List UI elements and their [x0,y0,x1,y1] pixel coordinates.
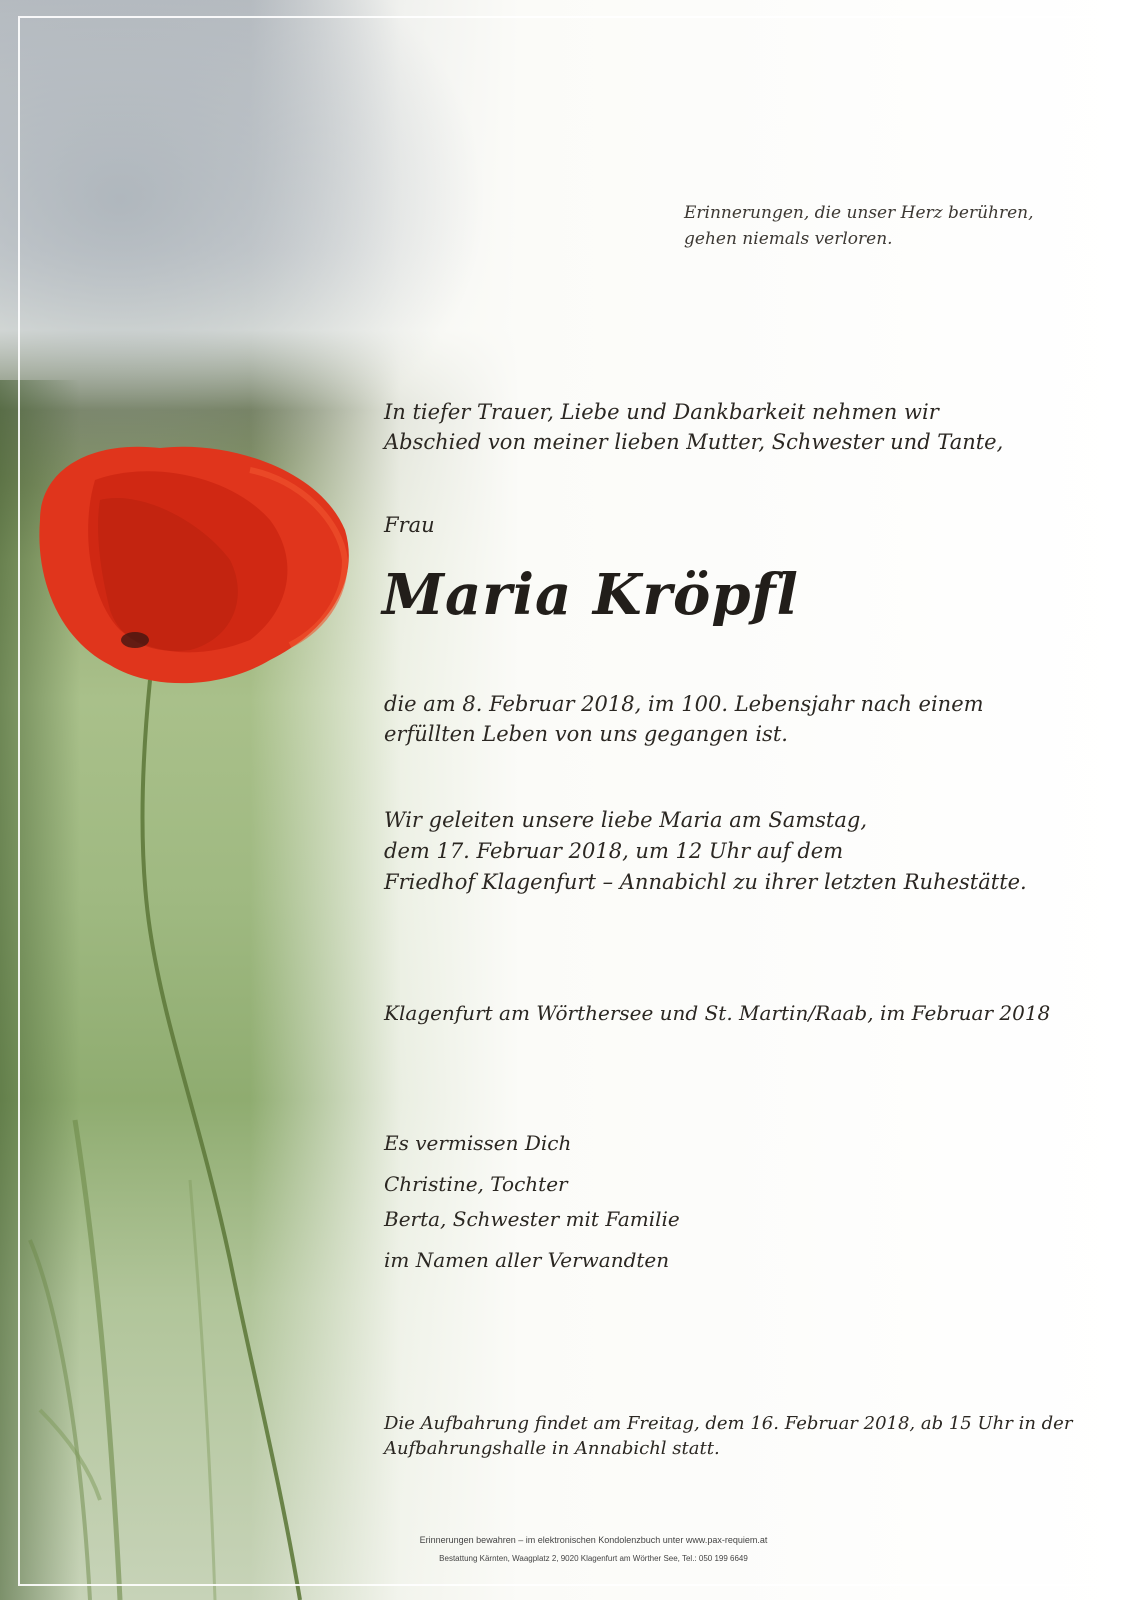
intro-line-2: Abschied von meiner lieben Mutter, Schwester und Tante, [384,430,1004,454]
footer-contact: Bestattung Kärnten, Waagplatz 2, 9020 Klagenfurt am Wörther See, Tel.: 050 199 6649 [439,1554,748,1563]
salutation: Frau [384,513,435,537]
funeral-line-2: dem 17. Februar 2018, um 12 Uhr auf dem [384,839,844,863]
footer-condolence-link: Erinnerungen bewahren – im elektronischen Kondolenzbuch unter www.pax-requiem.at [419,1535,768,1545]
mourners-heading: Es vermissen Dich [384,1131,572,1155]
death-line-1: die am 8. Februar 2018, im 100. Lebensjahr nach einem [384,692,984,716]
funeral-notice [384,805,1027,898]
place-date: Klagenfurt am Wörthersee und St. Martin/Raab, im Februar 2018 [384,1001,1051,1025]
mourner-item: im Namen aller Verwandten [384,1248,670,1272]
funeral-line-3: Friedhof Klagenfurt – Annabichl zu ihrer letzten Ruhestätte. [384,870,1027,894]
motto-line-2: gehen niemals verloren. [684,229,893,249]
intro-text [384,397,1003,457]
wake-line-1: Die Aufbahrung findet am Freitag, dem 16. Februar 2018, ab 15 Uhr in der [384,1413,1073,1434]
death-notice [384,689,984,749]
mourner-item: Christine, Tochter [384,1172,568,1196]
motto-line-1: Erinnerungen, die unser Herz berühren, [684,203,1034,223]
mourner-item: Berta, Schwester mit Familie [384,1207,680,1231]
death-line-2: erfüllten Leben von uns gegangen ist. [384,722,788,746]
wake-notice [384,1411,1072,1461]
deceased-name: Maria Kröpfl [382,562,799,628]
memorial-motto [684,200,1034,252]
intro-line-1: In tiefer Trauer, Liebe und Dankbarkeit nehmen wir [384,400,939,424]
wake-line-2: Aufbahrungshalle in Annabichl statt. [384,1438,720,1459]
funeral-line-1: Wir geleiten unsere liebe Maria am Samstag, [384,808,867,832]
